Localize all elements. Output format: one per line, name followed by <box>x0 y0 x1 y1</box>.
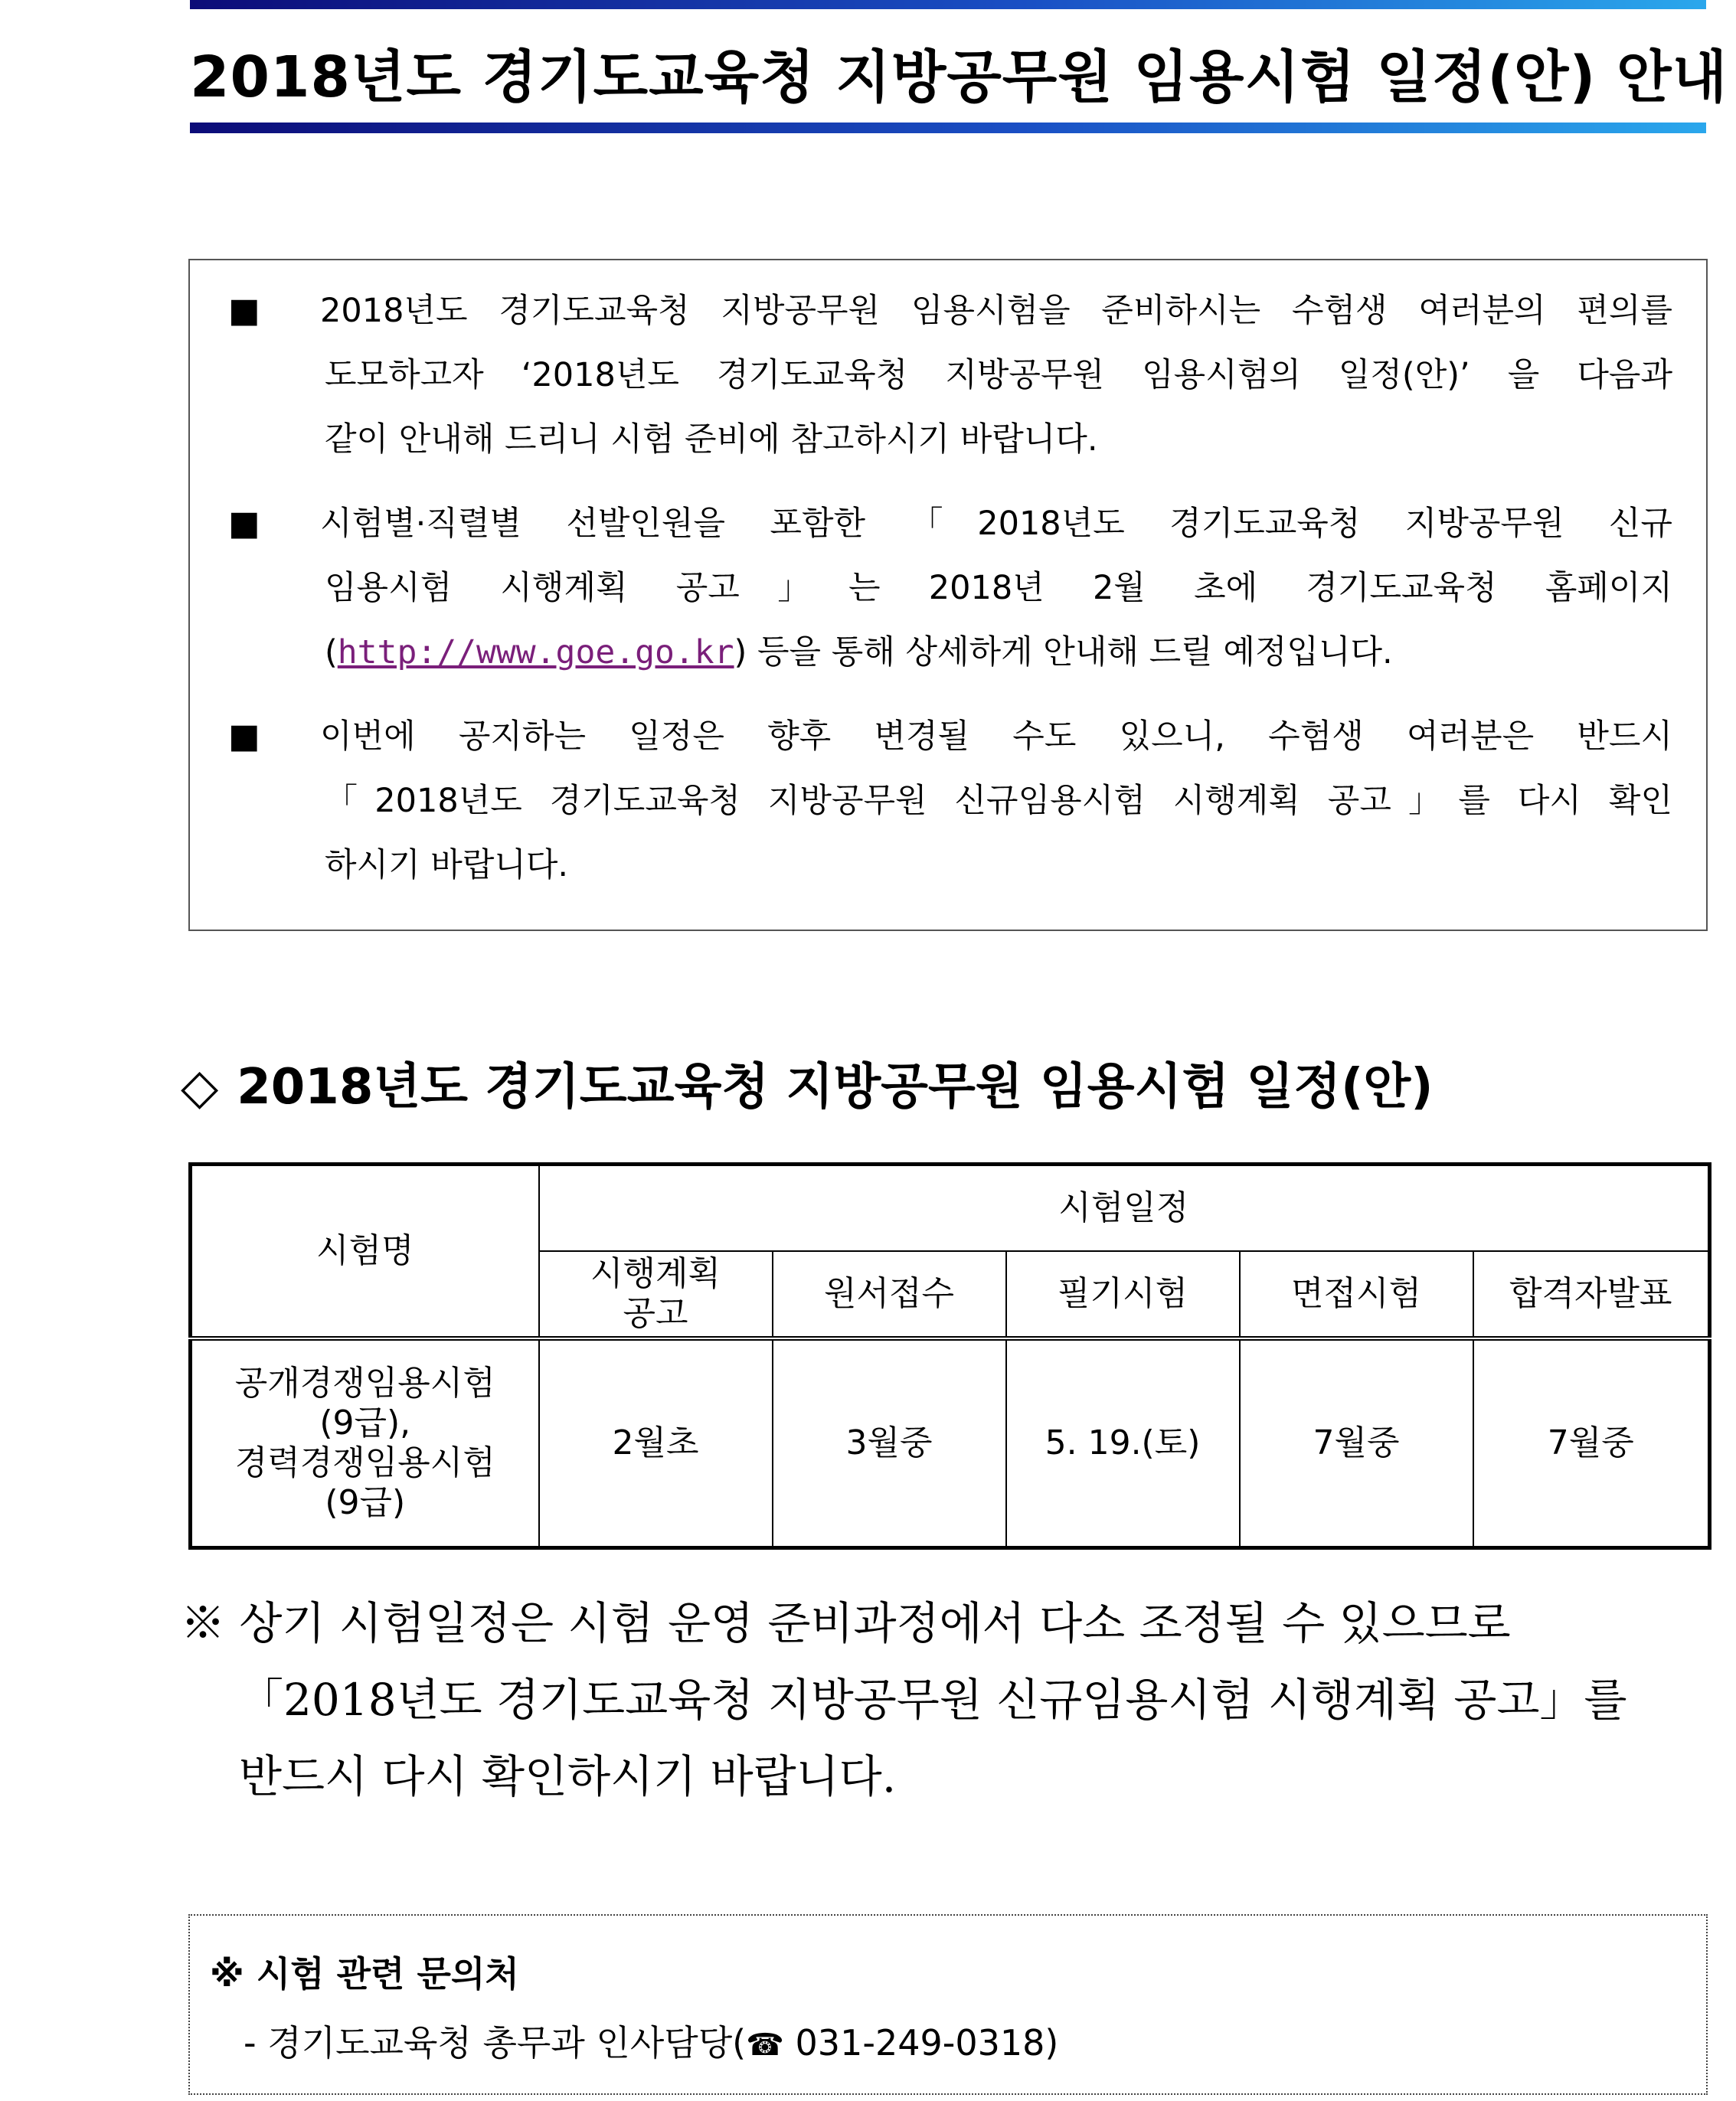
notice-line-tail: ) 등을 통해 상세하게 안내해 드릴 예정입니다. <box>734 633 1393 671</box>
notice-line: 시험별·직렬별 선발인원을 포함한 「2018년도 경기도교육청 지방공무원 신규 <box>320 505 1672 543</box>
notice-line: 하시기 바랍니다. <box>325 846 569 884</box>
schedule-note <box>181 1585 1682 1815</box>
col-header: 필기시험 <box>1006 1251 1240 1338</box>
contact-box <box>188 1914 1708 2095</box>
col-header: 시행계획 공고 <box>539 1251 773 1338</box>
table-row <box>191 1338 1710 1548</box>
square-bullet-icon: ■ <box>228 504 260 543</box>
phone-icon: ☎ <box>746 2027 784 2063</box>
notice-box <box>188 259 1708 931</box>
notice-line <box>325 620 1672 685</box>
schedule-table <box>188 1162 1711 1550</box>
note-line: 「2018년도 경기도교육청 지방공무원 신규임용시험 시행계획 공고」를 <box>239 1674 1627 1726</box>
paren-open: ( <box>325 633 338 671</box>
title-bottom-bar <box>190 123 1706 133</box>
notice-paragraph <box>228 704 1672 897</box>
notice-line: 임용시험 시행계획 공고」는 2018년 2월 초에 경기도교육청 홈페이지 <box>325 569 1672 607</box>
col-header: 면접시험 <box>1240 1251 1473 1338</box>
exam-name-cell: 공개경쟁임용시험 (9급), 경력경쟁임용시험 (9급) <box>191 1338 539 1548</box>
notice-line: 2018년도 경기도교육청 지방공무원 임용시험을 준비하시는 수험생 여러분의 편의를 <box>320 292 1672 330</box>
notice-line: 도모하고자 ‘2018년도 경기도교육청 지방공무원 임용시험의 일정(안)’ 을 다음과 <box>325 356 1672 394</box>
table-cell: 5. 19.(토) <box>1006 1338 1240 1548</box>
homepage-link[interactable]: http://www.goe.go.kr <box>337 633 734 671</box>
section-heading <box>181 1047 1433 1118</box>
notice-line: 같이 안내해 드리니 시험 준비에 참고하시기 바랍니다. <box>325 420 1098 459</box>
section-heading-text: 2018년도 경기도교육청 지방공무원 임용시험 일정(안) <box>237 1059 1434 1116</box>
diamond-icon: ◇ <box>181 1059 219 1116</box>
square-bullet-icon: ■ <box>228 291 260 330</box>
contact-line <box>244 2015 1058 2066</box>
contact-phone: 031-249-0318) <box>783 2022 1059 2063</box>
page-title: 2018년도 경기도교육청 지방공무원 임용시험 일정(안) 안내 <box>190 44 1728 110</box>
header-exam-name: 시험명 <box>191 1165 539 1339</box>
square-bullet-icon: ■ <box>228 717 260 756</box>
contact-title: ※ 시험 관련 문의처 <box>210 1953 519 1995</box>
header-schedule: 시험일정 <box>539 1165 1710 1252</box>
col-header: 원서접수 <box>773 1251 1006 1338</box>
notice-line: 「2018년도 경기도교육청 지방공무원 신규임용시험 시행계획 공고」를 다시 확인 <box>325 782 1672 820</box>
contact-office: - 경기도교육청 총무과 인사담당( <box>244 2022 747 2063</box>
note-line: ※ 상기 시험일정은 시험 운영 준비과정에서 다소 조정될 수 있으므로 <box>181 1597 1511 1649</box>
table-cell: 2월초 <box>539 1338 773 1548</box>
col-header: 합격자발표 <box>1473 1251 1710 1338</box>
table-cell: 3월중 <box>773 1338 1006 1548</box>
notice-paragraph <box>228 279 1672 472</box>
notice-line: 이번에 공지하는 일정은 향후 변경될 수도 있으니, 수험생 여러분은 반드시 <box>320 717 1672 756</box>
table-cell: 7월중 <box>1473 1338 1710 1548</box>
table-cell: 7월중 <box>1240 1338 1473 1548</box>
note-line: 반드시 다시 확인하시기 바랍니다. <box>239 1750 897 1802</box>
notice-paragraph <box>228 492 1672 685</box>
title-top-bar <box>190 0 1706 9</box>
